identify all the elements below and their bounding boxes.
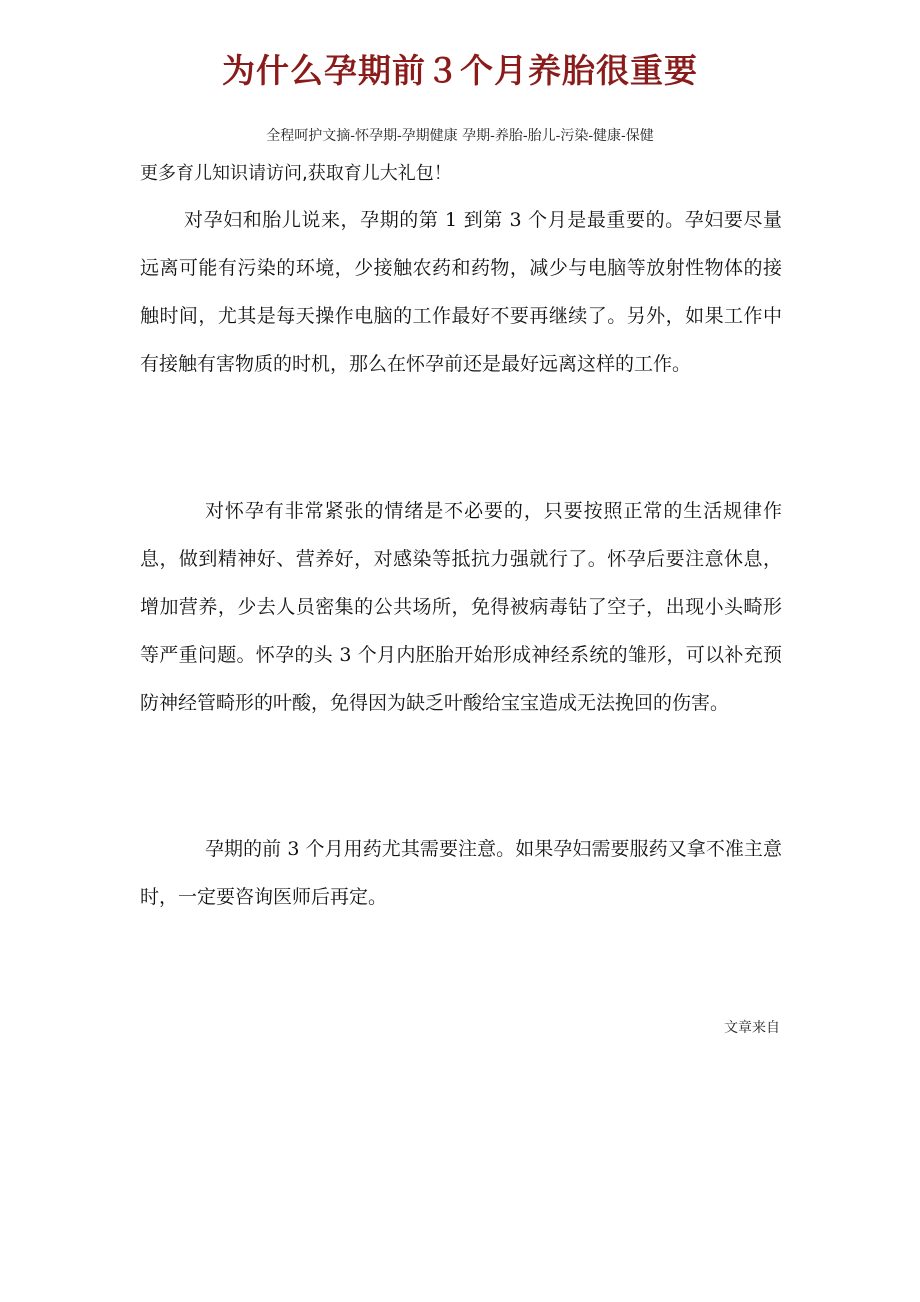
- article-tags: 全程呵护文摘-怀孕期-孕期健康 孕期-养胎-胎儿-污染-健康-保健: [266, 128, 654, 144]
- paragraph-3: 孕期的前 3 个月用药尤其需要注意。如果孕妇需要服药又拿不准主意时，一定要咨询医师后再定。: [140, 838, 782, 908]
- paragraph-2: 对怀孕有非常紧张的情绪是不必要的，只要按照正常的生活规律作息，做到精神好、营养好，对感染等抵抗力强就行了。怀孕后要注意休息，增加营养，少去人员密集的公共场所，免得被病毒钻了空子，出现小头畸形等严重问题。怀孕的头 3 个月内胚胎开始形成神经系统的雏形，可以补充预防神经管畸形的叶酸，免得因为缺乏叶酸给宝宝造成无法挽回的伤害。: [140, 500, 782, 714]
- paragraph-1: 对孕妇和胎儿说来，孕期的第 1 到第 3 个月是最重要的。孕妇要尽量远离可能有污染的环境，少接触农药和药物，减少与电脑等放射性物体的接触时间，尤其是每天操作电脑的工作最好不要再继续了。另外，如果工作中有接触有害物质的时机，那么在怀孕前还是最好远离这样的工作。: [140, 209, 782, 375]
- page-title: 为什么孕期前３个月养胎很重要: [222, 51, 698, 90]
- promo-link[interactable]: 更多育儿知识请访问,获取育儿大礼包！: [140, 163, 452, 184]
- source-label: 文章来自: [724, 1020, 780, 1036]
